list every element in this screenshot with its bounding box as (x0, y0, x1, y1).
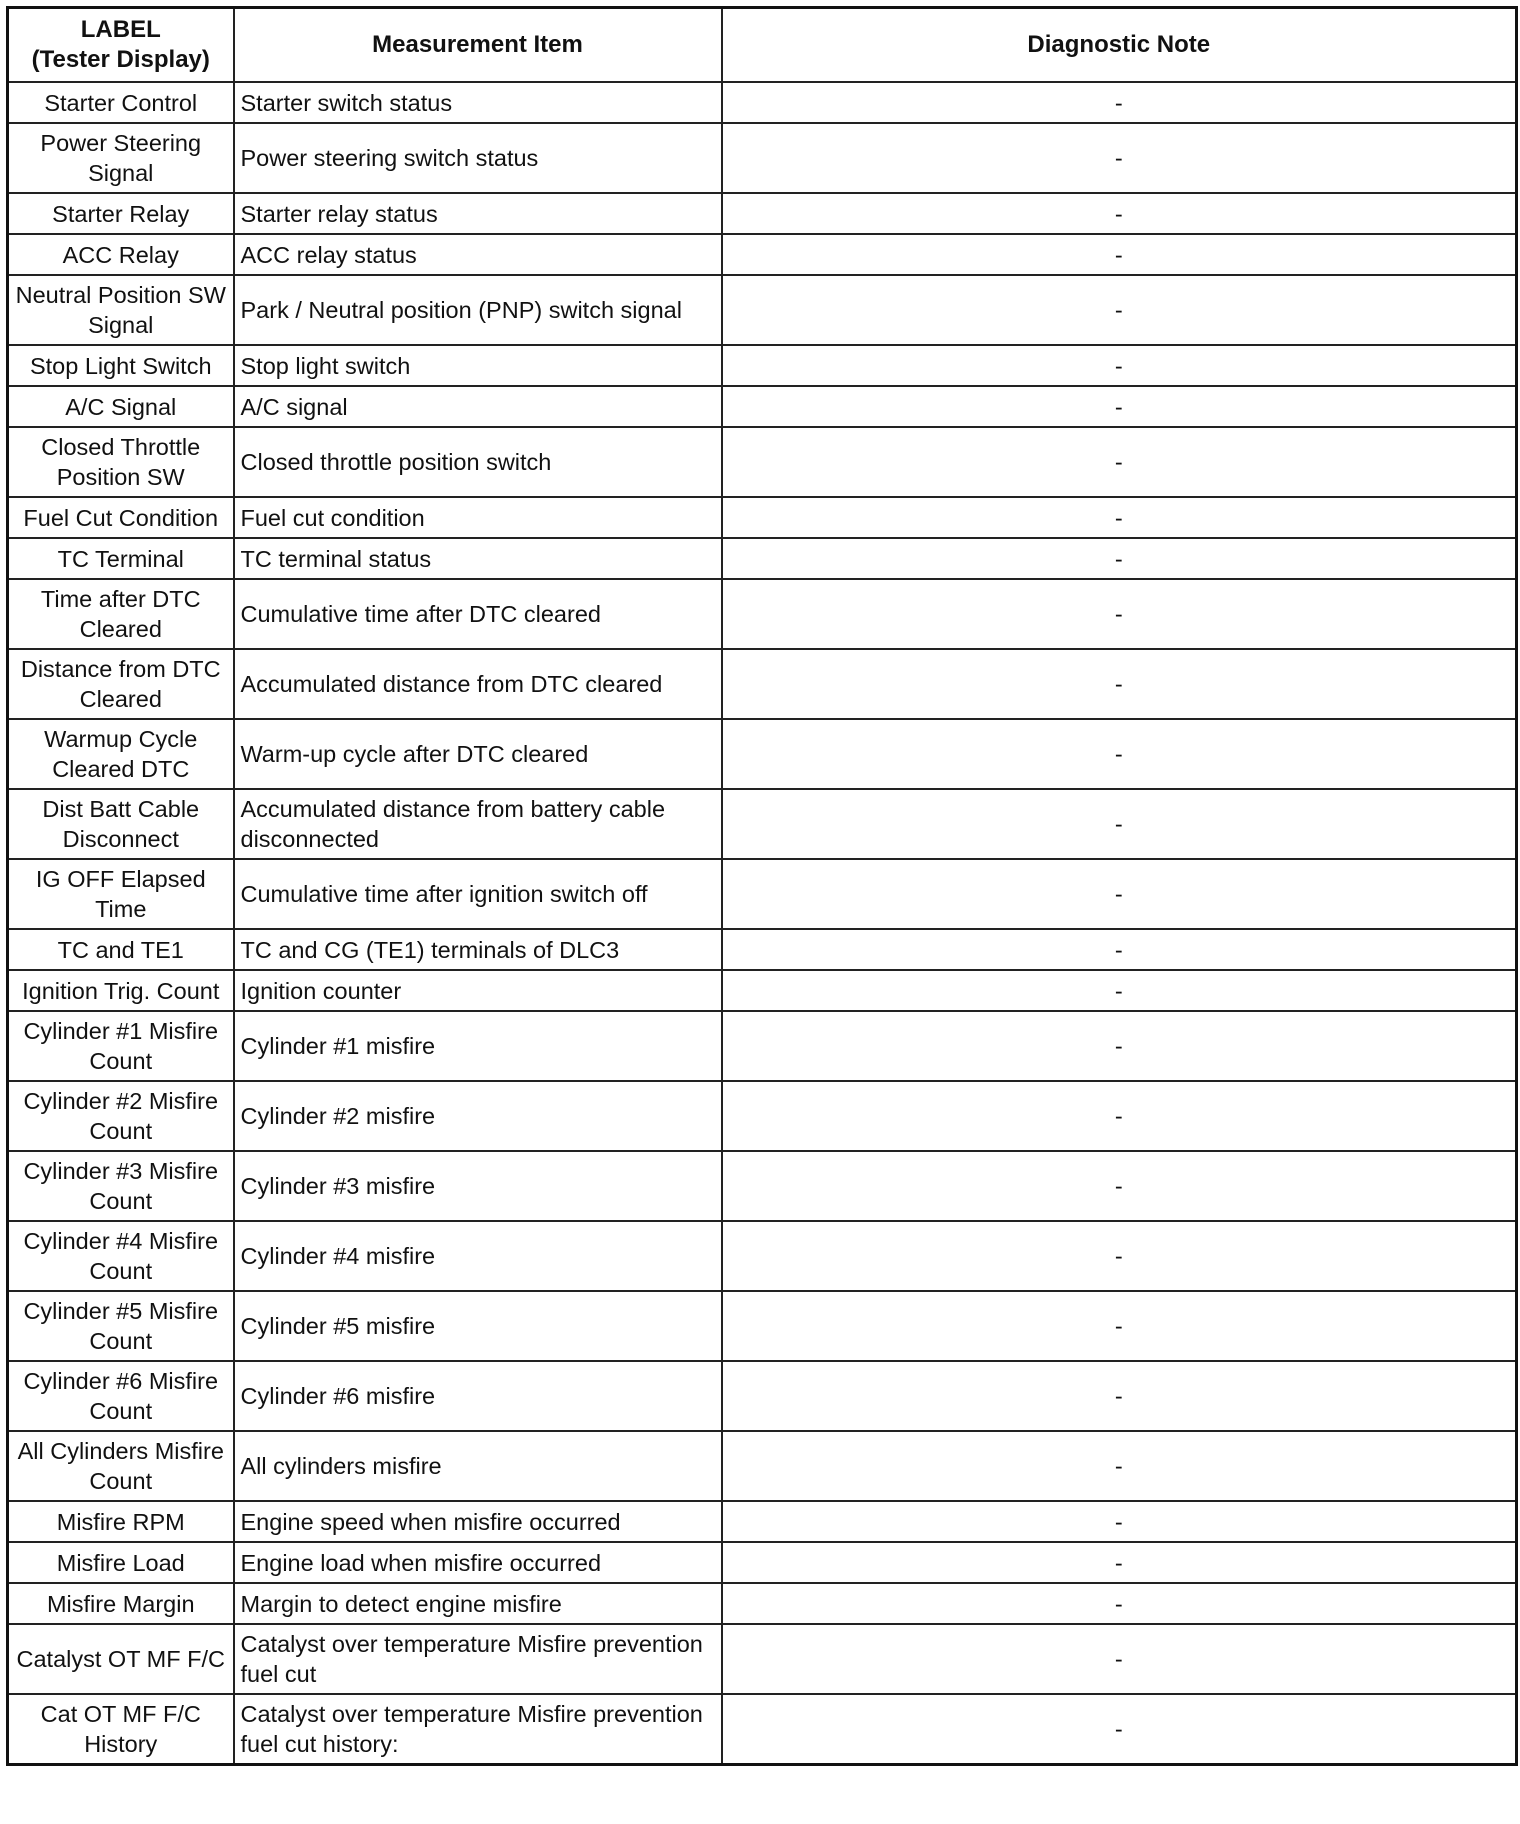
row-diagnostic-note: - (722, 427, 1517, 497)
row-diagnostic-note: - (722, 1081, 1517, 1151)
table-row (8, 193, 1517, 234)
row-measurement-item: Park / Neutral position (PNP) switch signal (234, 275, 722, 345)
table-row (8, 1624, 1517, 1694)
row-diagnostic-note: - (722, 1542, 1517, 1583)
row-measurement-item: Cylinder #4 misfire (234, 1221, 722, 1291)
table-row (8, 970, 1517, 1011)
table-row (8, 123, 1517, 193)
row-label: All Cylinders Misfire Count (8, 1431, 234, 1501)
row-label: Power Steering Signal (8, 123, 234, 193)
row-label: Cylinder #2 Misfire Count (8, 1081, 234, 1151)
row-measurement-item: Catalyst over temperature Misfire prevention fuel cut (234, 1624, 722, 1694)
row-measurement-item: Starter switch status (234, 82, 722, 123)
table-row (8, 1542, 1517, 1583)
row-label: Cat OT MF F/C History (8, 1694, 234, 1765)
row-diagnostic-note: - (722, 859, 1517, 929)
table-row (8, 1221, 1517, 1291)
row-measurement-item: A/C signal (234, 386, 722, 427)
row-diagnostic-note: - (722, 1361, 1517, 1431)
table-row (8, 386, 1517, 427)
row-measurement-item: TC terminal status (234, 538, 722, 579)
row-measurement-item: Fuel cut condition (234, 497, 722, 538)
row-diagnostic-note: - (722, 1583, 1517, 1624)
header-label-line1: LABEL (80, 16, 161, 43)
table-row (8, 1291, 1517, 1361)
row-diagnostic-note: - (722, 929, 1517, 970)
row-label: Distance from DTC Cleared (8, 649, 234, 719)
row-measurement-item: Cylinder #1 misfire (234, 1011, 722, 1081)
table-row (8, 275, 1517, 345)
table-row (8, 929, 1517, 970)
header-label-line2: (Tester Display) (31, 46, 210, 73)
row-measurement-item: Power steering switch status (234, 123, 722, 193)
row-measurement-item: Cylinder #3 misfire (234, 1151, 722, 1221)
row-label: Warmup Cycle Cleared DTC (8, 719, 234, 789)
row-label: Cylinder #6 Misfire Count (8, 1361, 234, 1431)
row-label: Misfire Margin (8, 1583, 234, 1624)
row-measurement-item: Engine speed when misfire occurred (234, 1501, 722, 1542)
table-row (8, 1151, 1517, 1221)
row-diagnostic-note: - (722, 497, 1517, 538)
row-diagnostic-note: - (722, 1501, 1517, 1542)
row-diagnostic-note: - (722, 1431, 1517, 1501)
row-diagnostic-note: - (722, 1151, 1517, 1221)
row-measurement-item: Cumulative time after ignition switch off (234, 859, 722, 929)
data-list-table (6, 6, 1518, 1766)
row-measurement-item: Margin to detect engine misfire (234, 1583, 722, 1624)
row-label: Starter Control (8, 82, 234, 123)
row-label: Cylinder #1 Misfire Count (8, 1011, 234, 1081)
row-diagnostic-note: - (722, 1624, 1517, 1694)
row-diagnostic-note: - (722, 234, 1517, 275)
row-measurement-item: Closed throttle position switch (234, 427, 722, 497)
row-measurement-item: Stop light switch (234, 345, 722, 386)
row-label: Catalyst OT MF F/C (8, 1624, 234, 1694)
row-measurement-item: ACC relay status (234, 234, 722, 275)
row-measurement-item: TC and CG (TE1) terminals of DLC3 (234, 929, 722, 970)
table-row (8, 1583, 1517, 1624)
row-label: ACC Relay (8, 234, 234, 275)
table-row (8, 1011, 1517, 1081)
row-diagnostic-note: - (722, 345, 1517, 386)
table-row (8, 1431, 1517, 1501)
row-diagnostic-note: - (722, 649, 1517, 719)
row-label: IG OFF Elapsed Time (8, 859, 234, 929)
table-row (8, 538, 1517, 579)
data-list-table-container (6, 6, 1515, 1766)
row-label: Neutral Position SW Signal (8, 275, 234, 345)
table-row (8, 1081, 1517, 1151)
row-measurement-item: Warm-up cycle after DTC cleared (234, 719, 722, 789)
row-label: Fuel Cut Condition (8, 497, 234, 538)
row-diagnostic-note: - (722, 970, 1517, 1011)
table-row (8, 579, 1517, 649)
row-measurement-item: Ignition counter (234, 970, 722, 1011)
row-measurement-item: All cylinders misfire (234, 1431, 722, 1501)
row-label: A/C Signal (8, 386, 234, 427)
row-measurement-item: Engine load when misfire occurred (234, 1542, 722, 1583)
row-label: TC Terminal (8, 538, 234, 579)
row-label: Dist Batt Cable Disconnect (8, 789, 234, 859)
row-diagnostic-note: - (722, 193, 1517, 234)
row-label: Time after DTC Cleared (8, 579, 234, 649)
row-label: Closed Throttle Position SW (8, 427, 234, 497)
row-label: Ignition Trig. Count (8, 970, 234, 1011)
table-row (8, 1694, 1517, 1765)
row-diagnostic-note: - (722, 1221, 1517, 1291)
table-row (8, 1501, 1517, 1542)
header-row (8, 8, 1517, 83)
row-diagnostic-note: - (722, 275, 1517, 345)
row-measurement-item: Starter relay status (234, 193, 722, 234)
row-diagnostic-note: - (722, 1694, 1517, 1765)
table-row (8, 427, 1517, 497)
table-row (8, 859, 1517, 929)
row-label: Stop Light Switch (8, 345, 234, 386)
row-label: Cylinder #4 Misfire Count (8, 1221, 234, 1291)
header-diagnostic-note: Diagnostic Note (722, 8, 1517, 83)
row-label: Starter Relay (8, 193, 234, 234)
row-diagnostic-note: - (722, 1291, 1517, 1361)
row-diagnostic-note: - (722, 579, 1517, 649)
row-label: Cylinder #3 Misfire Count (8, 1151, 234, 1221)
table-row (8, 345, 1517, 386)
row-diagnostic-note: - (722, 1011, 1517, 1081)
row-label: Cylinder #5 Misfire Count (8, 1291, 234, 1361)
table-row (8, 82, 1517, 123)
row-diagnostic-note: - (722, 386, 1517, 427)
row-diagnostic-note: - (722, 719, 1517, 789)
table-row (8, 789, 1517, 859)
row-label: TC and TE1 (8, 929, 234, 970)
row-diagnostic-note: - (722, 789, 1517, 859)
header-label (8, 8, 234, 83)
row-label: Misfire Load (8, 1542, 234, 1583)
table-row (8, 234, 1517, 275)
row-measurement-item: Cylinder #2 misfire (234, 1081, 722, 1151)
row-measurement-item: Cumulative time after DTC cleared (234, 579, 722, 649)
row-measurement-item: Cylinder #5 misfire (234, 1291, 722, 1361)
row-measurement-item: Accumulated distance from DTC cleared (234, 649, 722, 719)
row-label: Misfire RPM (8, 1501, 234, 1542)
row-measurement-item: Accumulated distance from battery cable disconnected (234, 789, 722, 859)
row-measurement-item: Catalyst over temperature Misfire prevention fuel cut history: (234, 1694, 722, 1765)
table-row (8, 497, 1517, 538)
table-row (8, 1361, 1517, 1431)
row-diagnostic-note: - (722, 538, 1517, 579)
table-row (8, 719, 1517, 789)
row-measurement-item: Cylinder #6 misfire (234, 1361, 722, 1431)
row-diagnostic-note: - (722, 82, 1517, 123)
row-diagnostic-note: - (722, 123, 1517, 193)
table-row (8, 649, 1517, 719)
header-measurement-item: Measurement Item (234, 8, 722, 83)
